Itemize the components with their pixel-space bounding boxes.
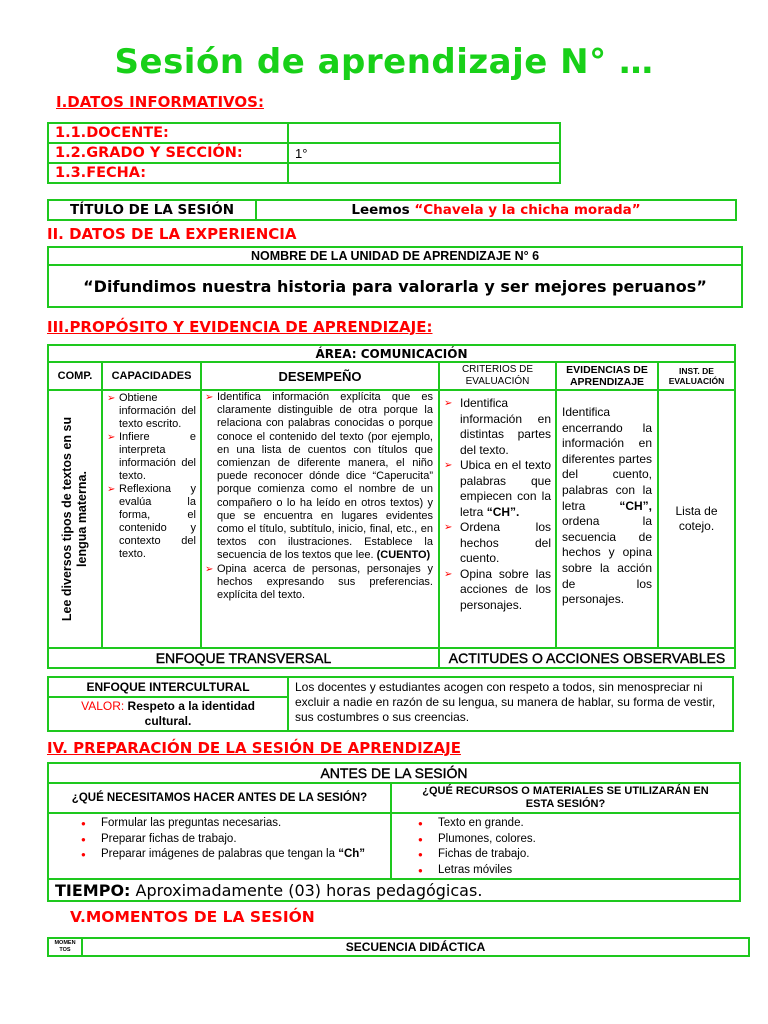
section-3-heading: III.PROPÓSITO Y EVIDENCIA DE APRENDIZAJE:: [47, 318, 433, 336]
instrumento-cell: Lista de cotejo.: [658, 390, 735, 648]
criterio-item: [444, 458, 551, 520]
titulo-prefix: Leemos: [351, 202, 415, 218]
titulo-sesion-value: [256, 200, 736, 220]
section-1-heading: I.DATOS INFORMATIVOS:: [56, 93, 264, 111]
section-5-heading: V.MOMENTOS DE LA SESIÓN: [70, 908, 315, 926]
unidad-name: “Difundimos nuestra historia para valorarla y ser mejores peruanos”: [48, 265, 742, 307]
valor-text: Respeto a la identidad cultural.: [127, 699, 255, 728]
valor-label: VALOR:: [81, 699, 128, 713]
experiencia-table: [47, 246, 743, 308]
necesitamos-item: ● Preparar fichas de trabajo.: [101, 832, 390, 848]
competencia-text: Lee diversos tipos de textos en su lengua materna.: [60, 416, 89, 622]
valor-cell: [48, 697, 288, 731]
recursos-cell: [391, 813, 740, 879]
grado-label: 1.2.GRADO Y SECCIÓN:: [48, 143, 288, 163]
evidencias-header: EVIDENCIAS DE APRENDIZAJE: [556, 362, 658, 390]
necesitamos-cell: [48, 813, 391, 879]
competencia-cell: [48, 390, 102, 648]
desempeno-list: [205, 391, 433, 602]
recursos-header: ¿QUÉ RECURSOS O MATERIALES SE UTILIZARÁN EN ESTA SESIÓN?: [391, 783, 740, 813]
criterio-item: ➢ Opina sobre las acciones de los personajes.: [444, 567, 551, 614]
desempeno-header: DESEMPEÑO: [201, 362, 439, 390]
comp-header: COMP.: [48, 362, 102, 390]
evidencia-text-a: Identifica encerrando la información en diferentes partes del cuento, palabras con la letra: [562, 405, 652, 513]
criterio-item: ➢ Identifica información en distintas partes del texto.: [444, 396, 551, 458]
secuencia-header: SECUENCIA DIDÁCTICA: [82, 938, 749, 956]
antes-header: ANTES DE LA SESIÓN: [48, 763, 740, 783]
evidencias-cell: [556, 390, 658, 648]
criterios-cell: [439, 390, 556, 648]
tiempo-value: Aproximadamente (03) horas pedagógicas.: [130, 880, 483, 900]
necesitamos-text: Preparar imágenes de palabras que tengan la: [101, 848, 339, 860]
desempeno-bold: (CUENTO): [376, 549, 431, 562]
grado-value[interactable]: 1°: [288, 143, 560, 163]
docente-label: 1.1.DOCENTE:: [48, 123, 288, 143]
actitudes-header: ACTITUDES O ACCIONES OBSERVABLES: [439, 648, 735, 668]
capacidad-item: ➢ Reflexiona y evalúa la forma, el contenido y contexto del texto.: [107, 483, 196, 561]
tiempo-label: TIEMPO:: [55, 880, 131, 900]
titulo-sesion-table: [47, 199, 737, 221]
recurso-item: ● Texto en grande.: [438, 816, 739, 832]
titulo-sesion-label: TÍTULO DE LA SESIÓN: [48, 200, 256, 220]
capacidad-item: ➢ Obtiene información del texto escrito.: [107, 392, 196, 431]
tiempo-cell: [48, 879, 740, 901]
proposito-table: [47, 344, 736, 669]
inst-header: INST. DE EVALUACIÓN: [658, 362, 735, 390]
enfoque-name: ENFOQUE INTERCULTURAL: [48, 677, 288, 697]
recurso-item: ● Letras móviles: [438, 863, 739, 879]
desempeno-cell: [201, 390, 439, 648]
desempeno-item: [205, 391, 433, 563]
necesitamos-item: ● Formular las preguntas necesarias.: [101, 816, 390, 832]
criterio-item: ➢ Ordena los hechos del cuento.: [444, 520, 551, 567]
fecha-value[interactable]: [288, 163, 560, 183]
datos-table: [47, 122, 561, 184]
necesitamos-item: [101, 847, 390, 863]
docente-value[interactable]: [288, 123, 560, 143]
necesitamos-bold: “Ch”: [338, 848, 366, 860]
criterio-text: Ubica en el texto palabras que empiecen con la letra: [460, 458, 551, 519]
recurso-item: ● Fichas de trabajo.: [438, 847, 739, 863]
capacidades-cell: [102, 390, 201, 648]
desempeno-item: ➢ Opina acerca de personas, personajes y hechos expresando sus preferencias. explícita del texto.: [205, 563, 433, 603]
criterios-list: [444, 396, 551, 613]
criterio-bold: “CH”.: [486, 504, 520, 519]
necesitamos-list: [49, 816, 390, 863]
capacidades-header: CAPACIDADES: [102, 362, 201, 390]
capacidad-item: ➢ Infiere e interpreta información del texto.: [107, 431, 196, 483]
necesitamos-header: ¿QUÉ NECESITAMOS HACER ANTES DE LA SESIÓN?: [48, 783, 391, 813]
enfoque-table: [47, 676, 734, 732]
page-title: Sesión de aprendizaje N° …: [114, 42, 654, 82]
fecha-label: 1.3.FECHA:: [48, 163, 288, 183]
enfoque-header: ENFOQUE TRANSVERSAL: [48, 648, 439, 668]
area-header: ÁREA: COMUNICACIÓN: [48, 345, 735, 362]
titulo-name: “Chavela y la chicha morada”: [414, 202, 641, 218]
actitudes-text: Los docentes y estudiantes acogen con respeto a todos, sin menospreciar ni excluir a nadie en razón de su lengua, su manera de hablar, su forma de vestir, sus costumbres o sus creencias.: [288, 677, 733, 731]
preparacion-table: [47, 762, 741, 902]
section-4-heading: IV. PREPARACIÓN DE LA SESIÓN DE APRENDIZAJE: [47, 739, 461, 757]
criterios-header: CRITERIOS DE EVALUACIÓN: [439, 362, 556, 390]
desempeno-text-1: Identifica información explícita que es claramente distinguible de otra porque la relaciona con palabras conocidas o porque conoce el contenido del texto (por ejemplo, en una lista de cuentos con títulos que comienzan de diferente manera, el niño puede reconocer dónde dice “Caperucita” porque comienza como el nombre de un compañero o lo ha leído en otros textos) y que se encuentra en lugares evidentes como el título, subtítulo, inicio, final, etc., en textos con ilustraciones. Establece la secuencia de los textos que lee.: [217, 391, 433, 562]
section-2-heading: II. DATOS DE LA EXPERIENCIA: [47, 225, 297, 243]
evidencia-bold: “CH”,: [619, 498, 652, 513]
evidencia-text-b: ordena la secuencia de hechos y opina sobre la acción de los personajes.: [562, 514, 652, 607]
capacidades-list: [107, 392, 196, 561]
unidad-header: NOMBRE DE LA UNIDAD DE APRENDIZAJE N° 6: [48, 247, 742, 265]
recurso-item: ● Plumones, colores.: [438, 832, 739, 848]
momentos-header: MOMEN TOS: [48, 938, 82, 956]
momentos-table: [47, 937, 750, 957]
recursos-list: [392, 816, 739, 878]
